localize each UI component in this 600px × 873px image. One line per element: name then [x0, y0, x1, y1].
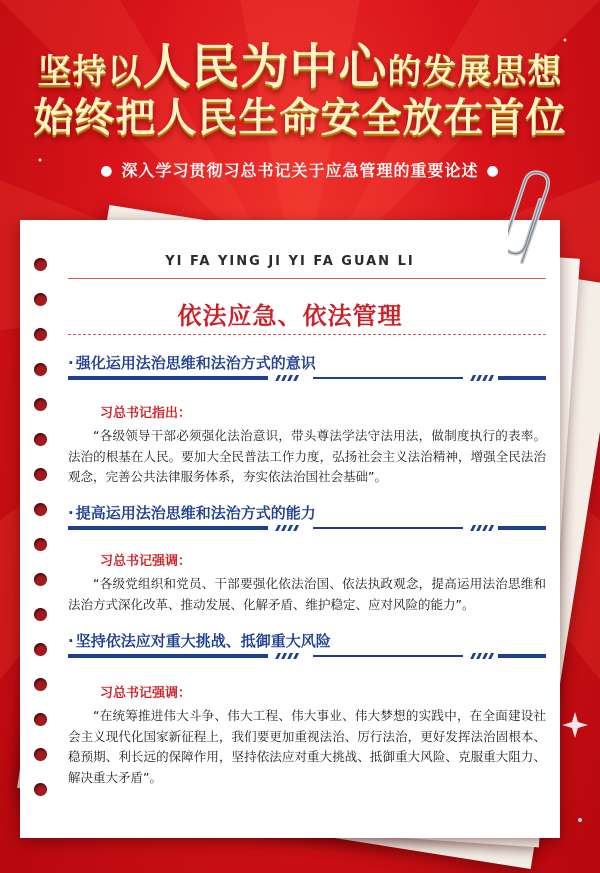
binder-hole-icon: [34, 538, 47, 551]
section-bullet: ·: [68, 504, 74, 522]
section-label-3: 习总书记强调：: [100, 686, 192, 701]
paperclip-icon: [508, 170, 556, 270]
binder-hole-icon: [34, 398, 47, 411]
subtitle-dot-right: ●: [486, 163, 500, 179]
section-heading-1-text: 强化运用法治思维和法治方式的意识: [75, 354, 316, 372]
binder-hole-icon: [34, 748, 47, 761]
headline-line-1-post: 的发展思想: [387, 52, 563, 92]
section-label-2: 习总书记强调：: [100, 554, 192, 569]
headline-line-1-emphasis: 人民为中心: [142, 39, 388, 95]
binder-hole-icon: [34, 363, 47, 376]
dashed-divider: [68, 334, 546, 335]
section-quote-2: “各级党组织和党员、干部要强化依法治国、依法执政观念，提高运用法治思维和法治方式深化改革、推动发展、化解矛盾、维护稳定、应对风险的能力”。: [68, 576, 546, 612]
section-heading-2-text: 提高运用法治思维和法治方式的能力: [75, 504, 316, 522]
pinyin-caption: YI FA YING JI YI FA GUAN LI: [165, 254, 415, 269]
section-heading-3-text: 坚持依法应对重大挑战、抵御重大风险: [75, 632, 331, 650]
binder-hole-icon: [34, 713, 47, 726]
binder-hole-icon: [34, 433, 47, 446]
section-divider-bar-3: [68, 653, 546, 659]
section-divider-bar-2: [68, 525, 546, 531]
section-bullet: ·: [68, 354, 74, 372]
binder-hole-icon: [34, 678, 47, 691]
section-heading-2: [68, 502, 316, 523]
binder-holes: [34, 258, 54, 818]
headline-line-2: 始终把人民生命安全放在首位: [33, 95, 567, 141]
section-divider-bar-1: [68, 375, 546, 381]
section-label-1: 习总书记指出：: [100, 406, 192, 421]
binder-hole-icon: [34, 468, 47, 481]
section-heading-1: [68, 352, 316, 373]
headline-line-1-pre: 坚持以: [37, 52, 143, 92]
section-bullet: ·: [68, 632, 74, 650]
divider-line: [68, 278, 546, 279]
card-title: 依法应急、依法管理: [177, 302, 403, 330]
notepaper-card: [20, 220, 560, 838]
section-quote-1: “各级领导干部必须强化法治意识，带头尊法学法守法用法，做制度执行的表率。法治的根基在人民。要加大全民普法工作力度，弘扬社会主义法治精神，增强全民法治观念，完善公共法律服务体系，夯实依法治国社会基础”。: [68, 428, 546, 484]
binder-hole-icon: [34, 608, 47, 621]
binder-hole-icon: [34, 503, 47, 516]
binder-hole-icon: [34, 643, 47, 656]
subtitle-dot-left: ●: [100, 163, 114, 179]
section-quote-3: “在统筹推进伟大斗争、伟大工程、伟大事业、伟大梦想的实践中，在全面建设社会主义现代化国家新征程上，我们要更加重视法治、厉行法治，更好发挥法治固根本、稳预期、利长远的保障作用，坚持依法应对重大挑战、抵御重大风险、克服重大阻力、解决重大矛盾”。: [68, 708, 546, 785]
binder-hole-icon: [34, 783, 47, 796]
section-heading-3: [68, 630, 331, 651]
subtitle-text: 深入学习贯彻习总书记关于应急管理的重要论述: [121, 161, 479, 180]
binder-hole-icon: [34, 573, 47, 586]
